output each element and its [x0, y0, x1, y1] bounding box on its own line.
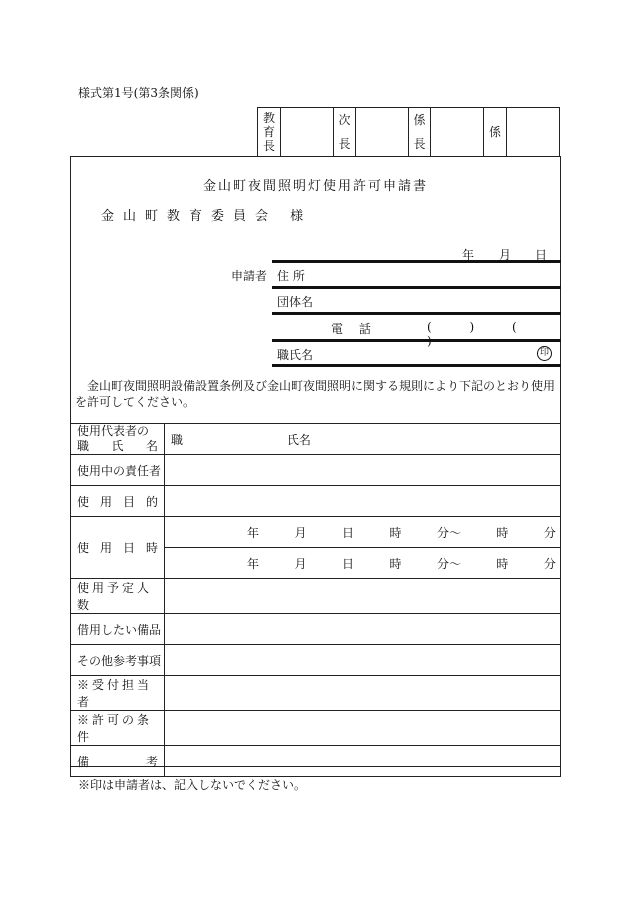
divider	[272, 286, 561, 289]
name-field[interactable]: 職氏名	[277, 348, 314, 362]
group-name-field[interactable]: 団体名	[277, 295, 314, 309]
applicant-label: 申請者	[231, 269, 268, 283]
stamp-box-jicho[interactable]	[356, 108, 409, 156]
conditions-header: ※許可の条件	[71, 711, 165, 746]
responsible-header: 使用中の責任者	[71, 455, 165, 486]
planned-header: 使用予定人数	[71, 579, 165, 614]
other-header: その他参考事項	[71, 645, 165, 676]
address-field[interactable]: 住 所	[277, 269, 305, 283]
stamp-label-kakari: 係	[484, 108, 507, 156]
reception-value[interactable]	[165, 676, 561, 711]
table-row	[71, 455, 561, 486]
approval-stamp-grid	[257, 107, 560, 156]
conditions-value[interactable]	[165, 711, 561, 746]
rep-value[interactable]: 職 氏名	[165, 424, 561, 455]
table-row	[71, 645, 561, 676]
other-value[interactable]	[165, 645, 561, 676]
divider	[272, 339, 561, 342]
application-form	[70, 156, 561, 767]
divider	[272, 260, 561, 263]
datetime-value-1[interactable]: 年 月 日 時 分〜 時 分	[165, 517, 561, 548]
remarks-value[interactable]	[165, 746, 561, 777]
phone-field[interactable]: ( ) ( )	[427, 320, 525, 348]
table-row	[71, 676, 561, 711]
details-table	[70, 423, 561, 777]
date-month: 月	[499, 248, 512, 262]
table-row	[71, 486, 561, 517]
stamp-label-kyoikucho: 教 育 長	[258, 108, 281, 156]
stamp-box-kakari[interactable]	[507, 108, 559, 156]
form-number: 様式第1号(第3条関係)	[78, 86, 199, 100]
stamp-label-kakaricho: 係 長	[409, 108, 431, 156]
footnote: ※印は申請者は、記入しないでください。	[78, 778, 307, 792]
responsible-value[interactable]	[165, 455, 561, 486]
remarks-header: 備 考	[71, 746, 165, 777]
date-day: 日	[535, 248, 548, 262]
table-row	[71, 579, 561, 614]
reception-header: ※受付担当者	[71, 676, 165, 711]
table-row	[71, 711, 561, 746]
table-row	[71, 424, 561, 455]
equipment-header: 借用したい備品	[71, 614, 165, 645]
phone-label: 電 話	[331, 322, 377, 336]
addressee: 金山町教育委員会 様	[101, 209, 313, 224]
stamp-box-kakaricho[interactable]	[431, 108, 484, 156]
stamp-label-jicho: 次 長	[334, 108, 356, 156]
purpose-header: 使 用 目 的	[71, 486, 165, 517]
planned-value[interactable]	[165, 579, 561, 614]
date-year: 年	[462, 248, 475, 262]
table-row	[71, 746, 561, 777]
seal-icon: 印	[537, 346, 552, 361]
datetime-header: 使 用 日 時	[71, 517, 165, 579]
divider	[272, 364, 561, 367]
divider	[272, 312, 561, 315]
table-row	[71, 517, 561, 548]
purpose-value[interactable]	[165, 486, 561, 517]
equipment-value[interactable]	[165, 614, 561, 645]
datetime-value-2[interactable]: 年 月 日 時 分〜 時 分	[165, 548, 561, 579]
table-row	[71, 614, 561, 645]
request-paragraph: 金山町夜間照明設備設置条例及び金山町夜間照明に関する規則により下記のとおり使用を許可してください。	[75, 379, 556, 409]
rep-header: 使用代表者の 職 氏 名	[71, 424, 165, 455]
stamp-box-kyoikucho[interactable]	[281, 108, 334, 156]
form-title: 金山町夜間照明灯使用許可申請書	[202, 179, 428, 194]
